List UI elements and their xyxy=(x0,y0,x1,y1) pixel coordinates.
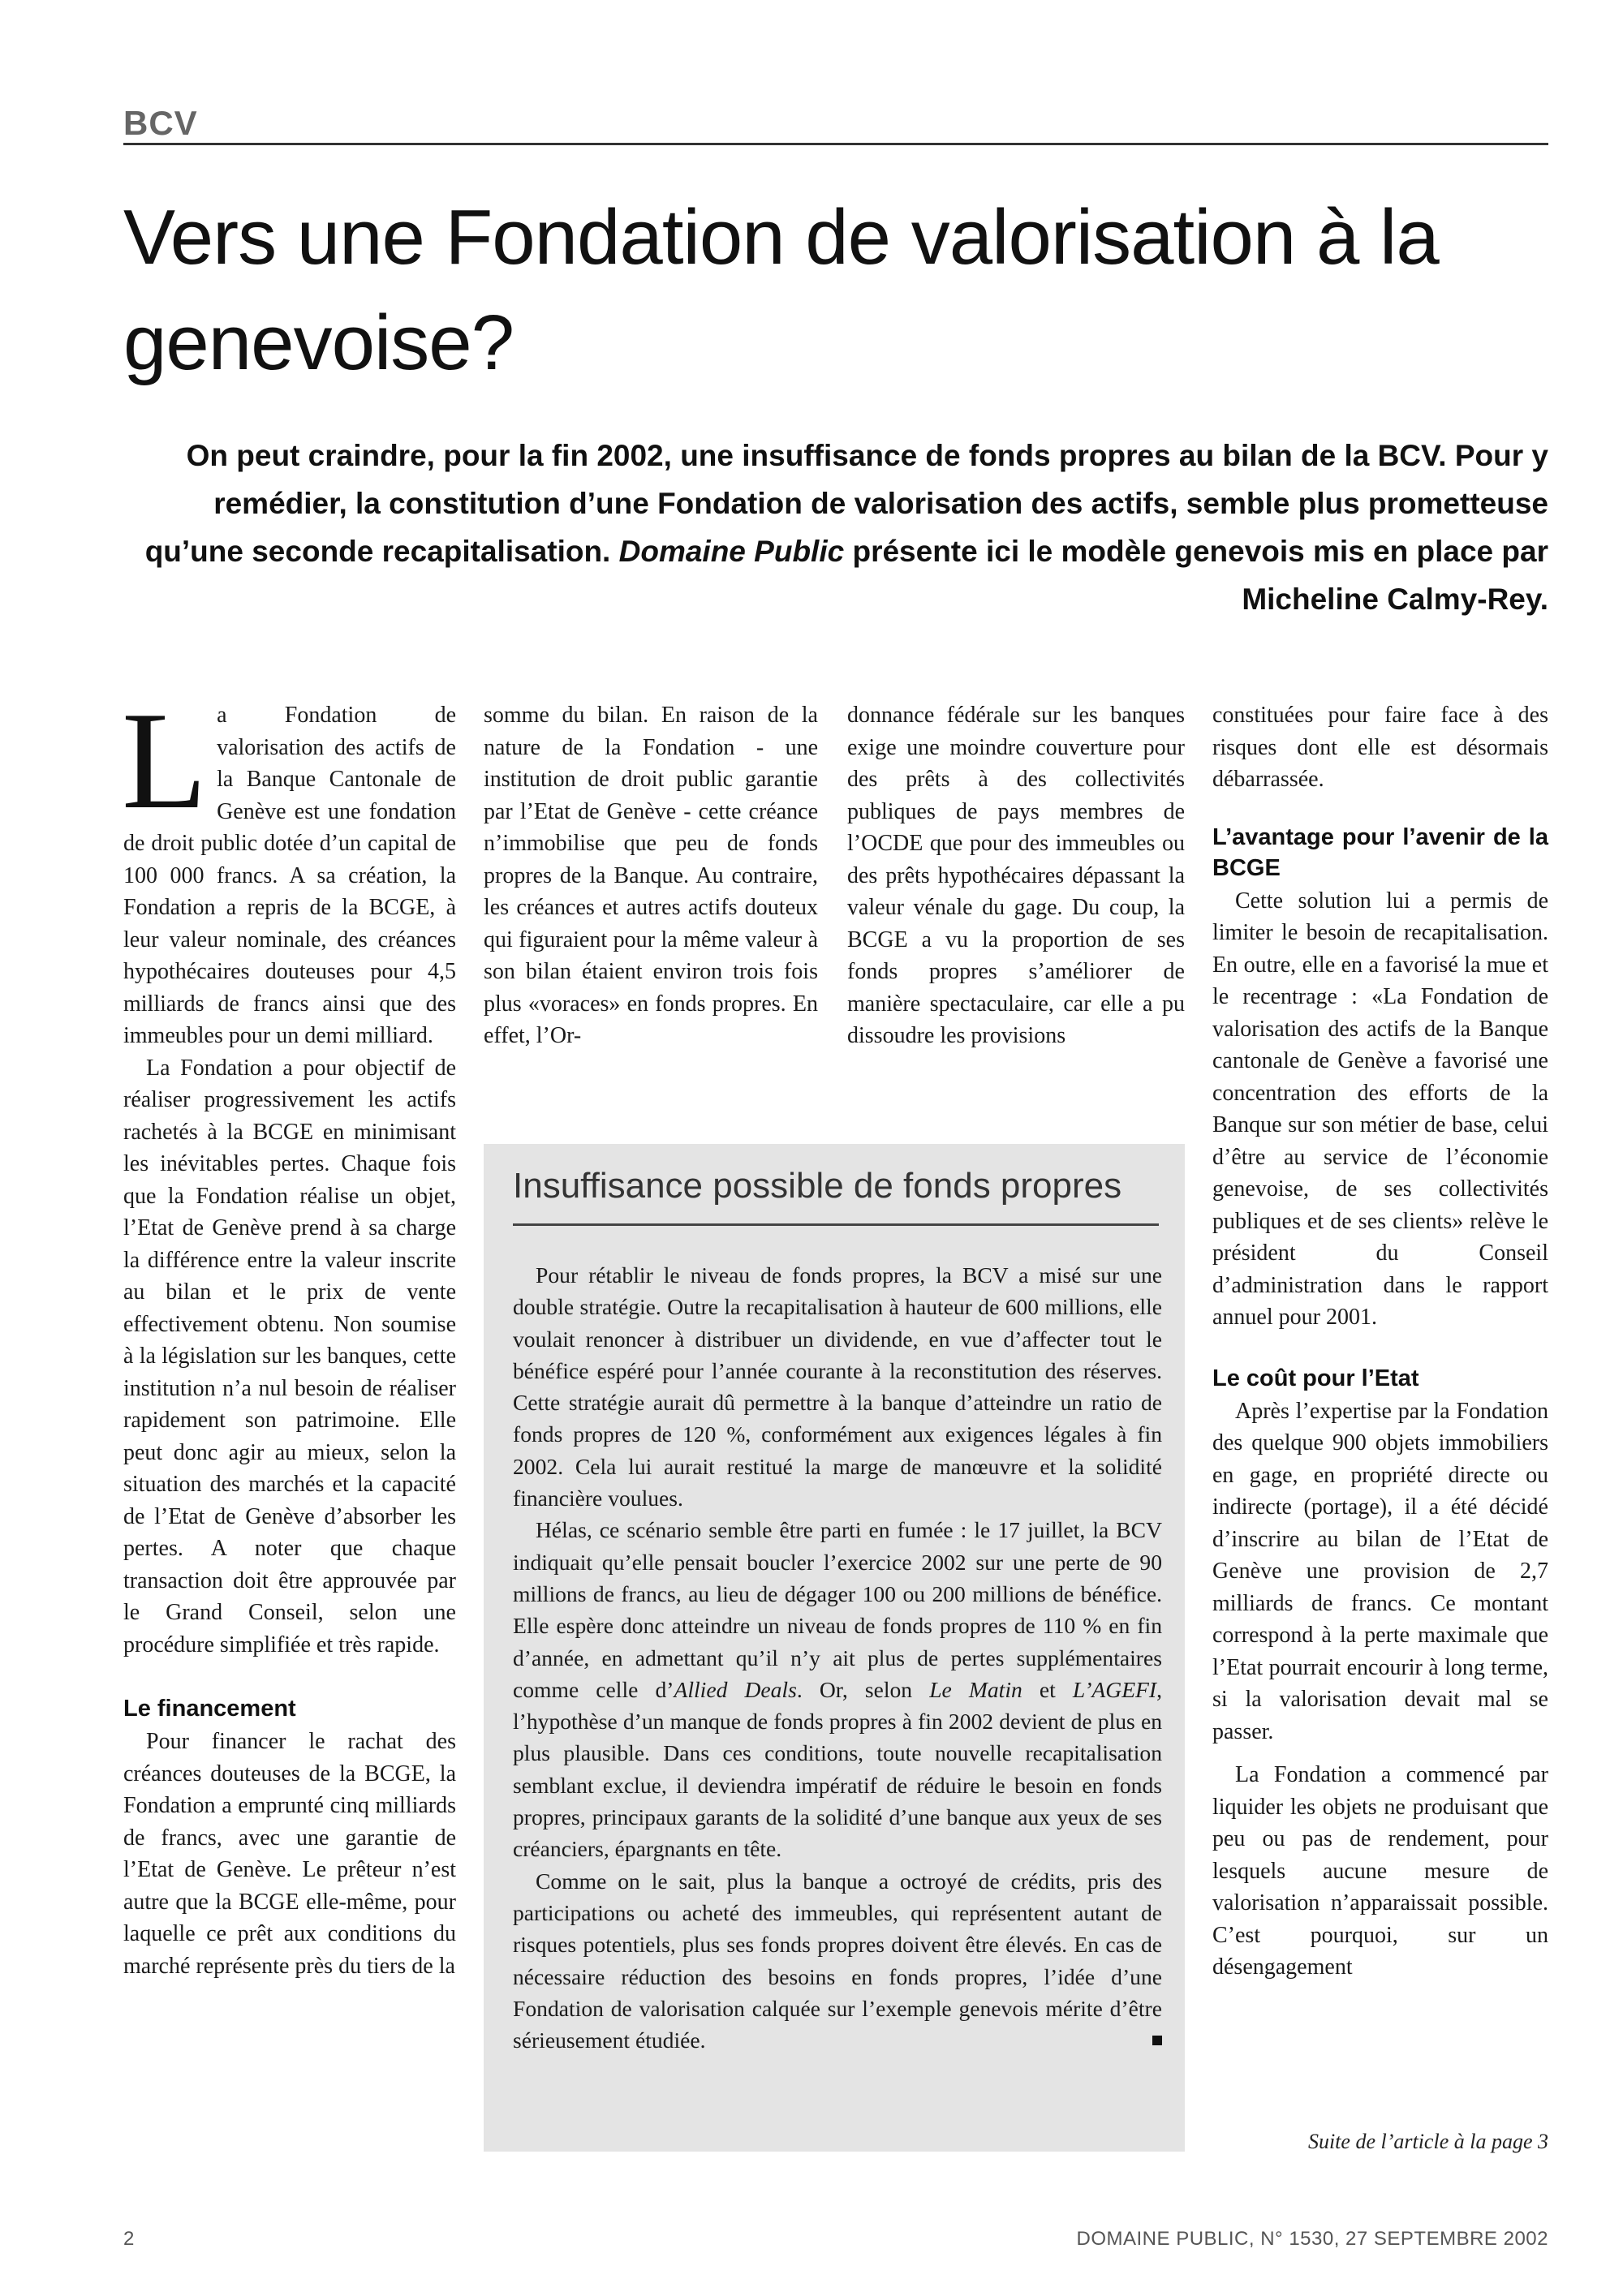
sidebar-italic-le-matin: Le Matin xyxy=(929,1676,1022,1702)
paragraph-financement-cont: somme du bilan. En raison de la nature de la Fondation - une institution de droit public garantie par l’Etat de Genève - cette créance n’immobilise que peu de fonds propres de la Banque. Au contraire, les créances et autres actifs douteux qui figuraient pour la même valeur à son bilan étaient environ trois fois plus «voraces» en fonds propres. En effet, l’Or- xyxy=(484,703,818,1048)
paragraph-objectif: La Fondation a pour objectif de réaliser progressivement les actifs rachetés à la BCGE en minimisant les inévitables pertes. Chaque fois que la Fondation réalise un objet, l’Etat de Genève prend à sa charge la différence entre la valeur inscrite au bilan et le prix de vente effectivement obtenu. Non soumise à la législation sur les banques, cette institution n’a nul besoin de réaliser rapidement son patrimoine. Elle peut donc agir au mieux, selon la situation des marchés et la capacité de l’Etat de Genève d’absorber les pertes. A noter que chaque transaction doit être approuvée par le Grand Conseil, selon une procédure simplifiée et très rapide. xyxy=(123,1055,456,1658)
sidebar-text: et xyxy=(1022,1676,1073,1702)
sidebar-text: , l’hypothèse d’un manque de fonds propres à fin 2002 devient de plus en plus plausible. Dans ces conditions, toute nouvelle recapitalisation semblant exclue, il deviendra impératif de réduire le besoin en fonds propres, principaux garants de la solidité d’une banque aux yeux de ses créanciers, épargnants en tête. xyxy=(513,1676,1163,1862)
sidebar-italic-allied-deals: Allied Deals xyxy=(674,1676,797,1702)
article-title: Vers une Fondation de valorisation à la genevoise? xyxy=(123,194,1439,386)
article-lead xyxy=(130,432,1548,623)
paragraph-avantage: Cette solution lui a permis de limiter le besoin de recapitalisation. En outre, elle en a favorisé la mue et le recentrage : «La Fondation de valorisation des actifs de la Banque cantonale de Genève a favorisé une concentration des efforts de la Banque sur son métier de base, celui d’être au service de l’économie genevoise, de ses collectivités publiques et de ses clients» relève le président du Conseil d’administration dans le rapport annuel pour 2001. xyxy=(1212,888,1548,1330)
sidebar-text: . Or, selon xyxy=(796,1676,930,1702)
paragraph-financement-cont2: donnance fédérale sur les banques exige une moindre couverture pour des prêts à des collectivités publiques de pays membres de l’OCDE que pour des immeubles ou des prêts hypothécaires dépassant la valeur vénale du gage. Du coup, la BCGE a vu la proportion de ses fonds propres s’améliorer de manière spectaculaire, car elle a pu dissoudre les provisions xyxy=(847,703,1185,1048)
paragraph-intro xyxy=(122,684,456,1052)
article-column-4 xyxy=(1212,699,1548,1984)
lead-text-end: présente ici le modèle genevois mis en place par Micheline Calmy-Rey. xyxy=(844,535,1548,616)
subheading-avantage: L’avantage pour l’avenir de la BCGE xyxy=(1212,823,1548,881)
article-column-1 xyxy=(122,684,456,1982)
paragraph-liquidation: La Fondation a commencé par liquider les objets ne produisant que peu ou pas de rendement, pour lesquels aucune mesure de valorisation n’apparaissait possible. C’est pourquoi, sur un désengagement xyxy=(1212,1762,1548,1980)
sidebar-body xyxy=(513,1259,1162,2056)
header-rule xyxy=(123,143,1548,145)
sidebar-paragraph-2 xyxy=(513,1514,1162,1864)
sidebar-italic-agefi: L’AGEFI xyxy=(1072,1676,1157,1702)
end-mark-icon xyxy=(1152,2036,1162,2045)
footer-publication: DOMAINE PUBLIC, N° 1530, 27 SEPTEMBRE 2002 xyxy=(1076,2228,1548,2250)
page-number: 2 xyxy=(123,2228,135,2250)
section-label: BCV xyxy=(123,104,198,142)
paragraph-financement-cont3: constituées pour faire face à des risques dont elle est désormais débarrassée. xyxy=(1212,703,1548,792)
article-column-3 xyxy=(847,699,1185,1052)
subheading-financement: Le financement xyxy=(123,1696,296,1722)
article-column-2 xyxy=(484,699,818,1052)
sidebar-text: Comme on le sait, plus la banque a octroyé de crédits, pris des participations ou acheté des immeubles, qui représentent autant de risques potentiels, plus ses fonds propres doivent être élevés. En cas de nécessaire réduction des besoins en fonds propres, l’idée d’une Fondation de valorisation calquée sur l’exemple genevois mérite d’être sérieusement étudiée. xyxy=(513,1868,1162,2053)
lead-publication-name: Domaine Public xyxy=(618,535,845,568)
paragraph-cout: Après l’expertise par la Fondation des quelque 900 objets immobiliers en gage, en propriété directe ou indirecte (portage), il a été décidé d’inscrire au bilan de l’Etat de Genève une provision de 2,7 milliards de francs. Ce montant correspond à la perte maximale que l’Etat pourrait encourir à long terme, si la valorisation devait mal se passer. xyxy=(1212,1398,1548,1744)
lead-text: On peut craindre, pour la fin 2002, une insuffisance de fonds propres au bilan de la BCV. Pour y remédier, la constitution d’une Fondation de valorisation des actifs, semble plus prometteuse qu’une seconde recapitalisation. xyxy=(144,439,1548,568)
continued-note: Suite de l’article à la page 3 xyxy=(1307,2130,1548,2153)
sidebar-title: Insuffisance possible de fonds propres xyxy=(513,1166,1122,1206)
paragraph-text: a Fondation de valorisation des actifs de la Banque Cantonale de Genève est une fondation de droit public dotée d’un capital de 100 000 francs. A sa création, la Fondation a repris de la BCGE, à leur valeur nominale, des créances hypothécaires douteuses pour 4,5 milliards de francs ainsi que des immeubles pour un demi milliard. xyxy=(123,703,456,1048)
drop-cap: L xyxy=(122,684,208,838)
subheading-cout: Le coût pour l’Etat xyxy=(1212,1365,1419,1391)
sidebar-rule xyxy=(513,1223,1159,1226)
sidebar-paragraph-1: Pour rétablir le niveau de fonds propres, la BCV a misé sur une double stratégie. Outre la recapitalisation à hauteur de 600 millions, elle voulait renoncer à distribuer un dividende, en vue d’affecter tout le bénéfice espéré pour l’année courante à la reconstitution des réserves. Cette stratégie aurait dû permettre à la banque d’atteindre un ratio de fonds propres de 120 %, conformément aux exigences légales à fin 2002. Cela lui aurait restitué la marge de manœuvre et la solidité financière voulues. xyxy=(513,1262,1162,1511)
sidebar-paragraph-3 xyxy=(513,1865,1162,2057)
paragraph-financement: Pour financer le rachat des créances douteuses de la BCGE, la Fondation a emprunté cinq milliards de francs, avec une garantie de l’Etat de Genève. Le prêteur n’est autre que la BCGE elle-même, pour laquelle ce prêt aux conditions du marché représente près du tiers de la xyxy=(123,1729,456,1979)
sidebar-text: Hélas, ce scénario semble être parti en fumée : le 17 juillet, la BCV indiquait qu’elle pensait boucler l’exercice 2002 sur une perte de 90 millions de francs, au lieu de dégager 100 ou 200 millions de bénéfice. Elle espère donc atteindre un niveau de fonds propres de 110 % en fin d’année, en admettant qu’il n’y ait plus de pertes supplémentaires comme celle d’ xyxy=(513,1517,1162,1702)
